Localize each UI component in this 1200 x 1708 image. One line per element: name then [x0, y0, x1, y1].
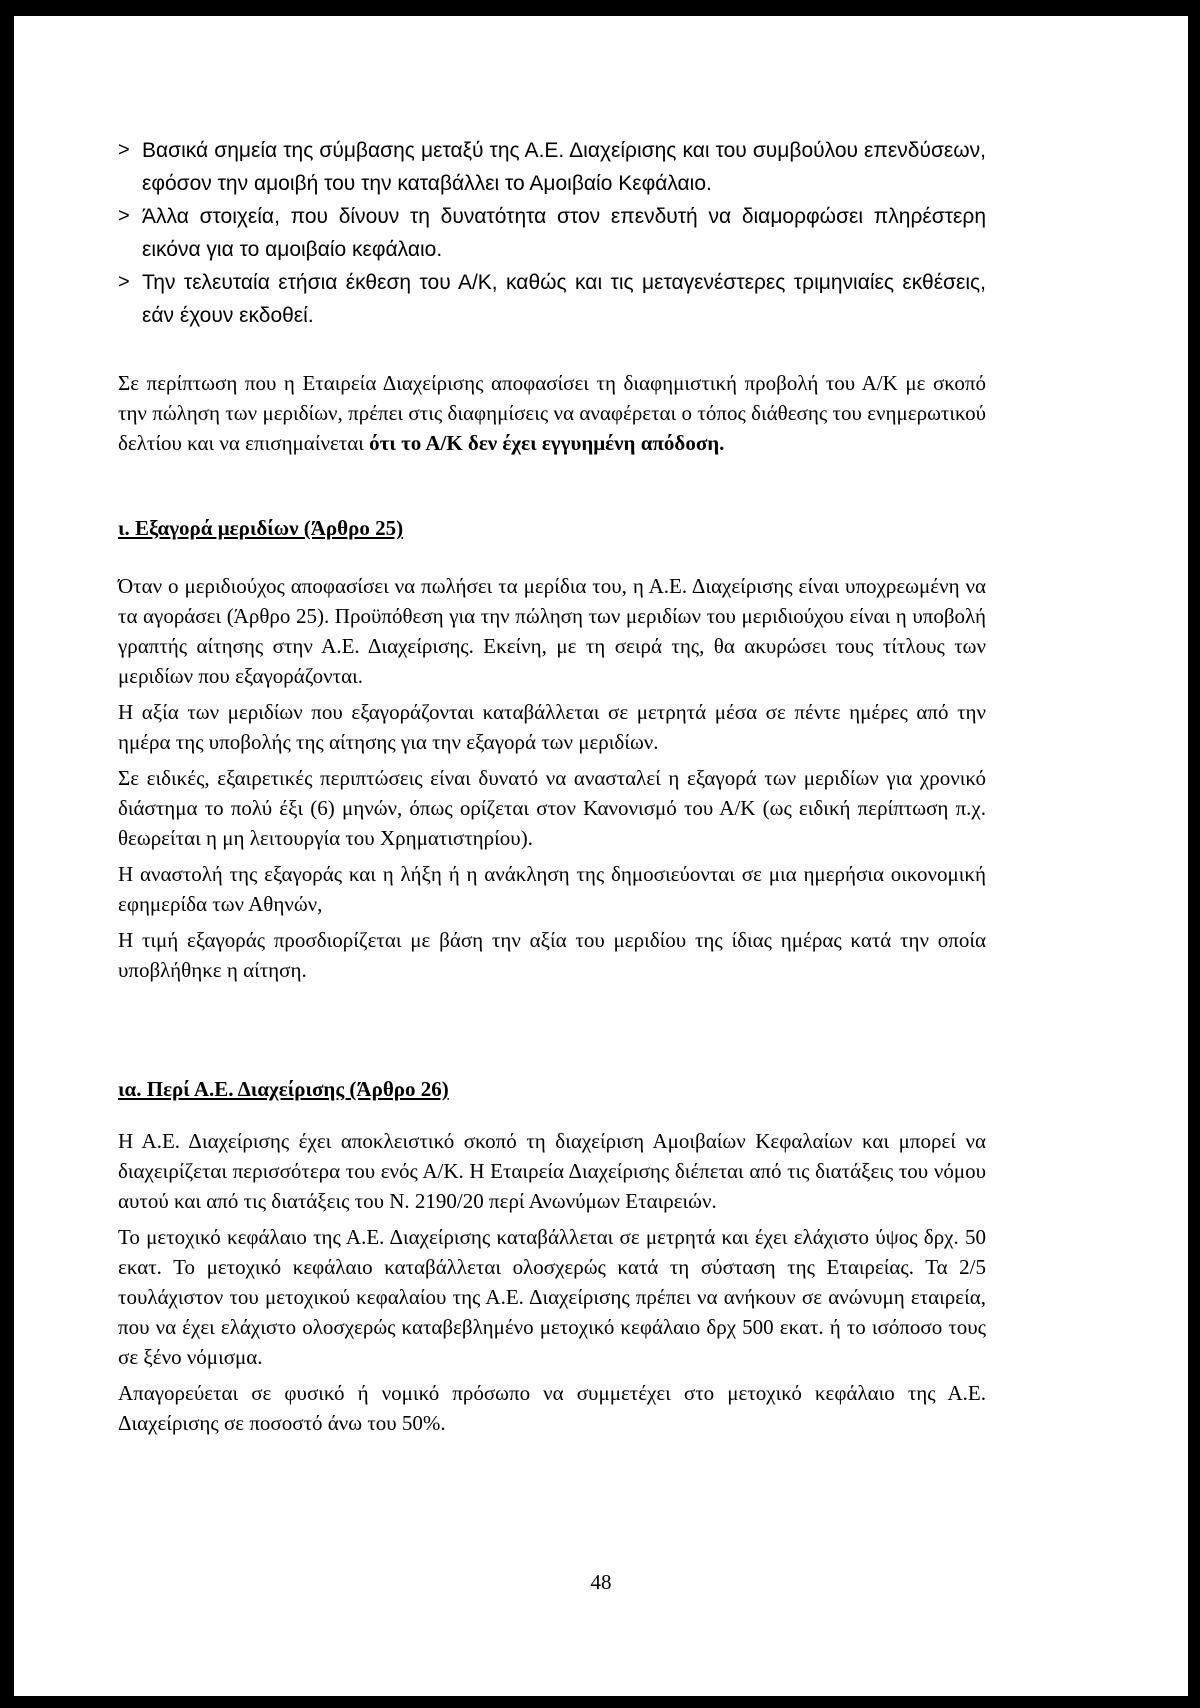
page-number: 48: [590, 1570, 612, 1594]
bullet-text: Βασικά σημεία της σύμβασης μεταξύ της Α.Ε. Διαχείρισης και του συμβούλου επενδύσεων, εφόσον την αμοιβή του την καταβάλλει το Αμοιβαίο Κεφάλαιο.: [142, 139, 986, 195]
bullet-item: [118, 200, 986, 266]
bullet-text: Την τελευταία ετήσια έκθεση του Α/Κ, καθώς και τις μεταγενέστερες τριμηνιαίες εκθέσεις, εάν έχουν εκδοθεί.: [142, 271, 986, 327]
advertising-text: Σε περίπτωση που η Εταιρεία Διαχείρισης αποφασίσει τη διαφημιστική προβολή του Α/Κ με σκοπό την πώληση των μεριδίων, πρέπει στις διαφημίσεις να αναφέρεται ο τόπος διάθεσης του ενημερωτικού δελτίου και να επισημαίνεται: [118, 371, 986, 455]
section-paragraph: Η Α.Ε. Διαχείρισης έχει αποκλειστικό σκοπό τη διαχείριση Αμοιβαίων Κεφαλαίων και μπορεί να διαχειρίζεται περισσότερα του ενός Α/Κ. Η Εταιρεία Διαχείρισης διέπεται από τις διατάξεις του νόμου αυτού και από τις διατάξεις του Ν. 2190/20 περί Ανωνύμων Εταιρειών.: [118, 1129, 986, 1213]
info-bullet-list: [118, 134, 986, 332]
section-heading-management-company: ια. Περί Α.Ε. Διαχείρισης (Άρθρο 26): [118, 1077, 449, 1101]
advertising-paragraph: [118, 368, 986, 458]
bullet-marker: >: [118, 139, 130, 161]
bullet-item: [118, 134, 986, 200]
section-paragraph: Σε ειδικές, εξαιρετικές περιπτώσεις είναι δυνατό να ανασταλεί η εξαγορά των μεριδίων για χρονικό διάστημα το πολύ έξι (6) μηνών, όπως ορίζεται στον Κανονισμό του Α/Κ (ως ειδική περίπτωση π.χ. θεωρείται η μη λειτουργία του Χρηματιστηρίου).: [118, 766, 986, 850]
bullet-text: Άλλα στοιχεία, που δίνουν τη δυνατότητα στον επενδυτή να διαμορφώσει πληρέστερη εικόνα για το αμοιβαίο κεφάλαιο.: [142, 205, 986, 261]
advertising-bold-note: ότι το Α/Κ δεν έχει εγγυημένη απόδοση.: [369, 431, 725, 455]
section-paragraph: Όταν ο μεριδιούχος αποφασίσει να πωλήσει τα μερίδια του, η Α.Ε. Διαχείρισης είναι υποχρεωμένη να τα αγοράσει (Άρθρο 25). Προϋπόθεση για την πώληση των μεριδίων του μεριδιούχου είναι η υποβολή γραπτής αίτησης στην Α.Ε. Διαχείρισης. Εκείνη, με τη σειρά της, θα ακυρώσει τους τίτλους των μεριδίων που εξαγοράζονται.: [118, 574, 986, 688]
section-management-body: [118, 1126, 986, 1438]
section-redemption-body: [118, 571, 986, 985]
section-paragraph: Απαγορεύεται σε φυσικό ή νομικό πρόσωπο να συμμετέχει στο μετοχικό κεφάλαιο της Α.Ε. Διαχείρισης σε ποσοστό άνω του 50%.: [118, 1381, 986, 1435]
document-page: [14, 16, 1188, 1696]
bullet-marker: >: [118, 271, 130, 293]
section-paragraph: Η τιμή εξαγοράς προσδιορίζεται με βάση την αξία του μεριδίου της ίδιας ημέρας κατά την οποία υποβλήθηκε η αίτηση.: [118, 928, 986, 982]
bullet-item: [118, 266, 986, 332]
section-paragraph: Η αξία των μεριδίων που εξαγοράζονται καταβάλλεται σε μετρητά μέσα σε πέντε ημέρες από την ημέρα της υποβολής της αίτησης για την εξαγορά των μεριδίων.: [118, 700, 986, 754]
section-heading-redemption: ι. Εξαγορά μεριδίων (Άρθρο 25): [118, 516, 404, 540]
section-paragraph: Το μετοχικό κεφάλαιο της Α.Ε. Διαχείρισης καταβάλλεται σε μετρητά και έχει ελάχιστο ύψος δρχ. 50 εκατ. Το μετοχικό κεφάλαιο καταβάλλεται ολοσχερώς κατά τη σύσταση της Εταιρείας. Τα 2/5 τουλάχιστον του μετοχικού κεφαλαίου της Α.Ε. Διαχείρισης πρέπει να ανήκουν σε ανώνυμη εταιρεία, που να έχει ελάχιστο ολοσχερώς καταβεβλημένο μετοχικό κεφάλαιο δρχ 500 εκατ. ή το ισόποσο τους σε ξένο νόμισμα.: [118, 1225, 986, 1369]
section-paragraph: Η αναστολή της εξαγοράς και η λήξη ή η ανάκληση της δημοσιεύονται σε μια ημερήσια οικονομική εφημερίδα των Αθηνών,: [118, 862, 986, 916]
bullet-marker: >: [118, 205, 130, 227]
page-content: [118, 134, 986, 1444]
